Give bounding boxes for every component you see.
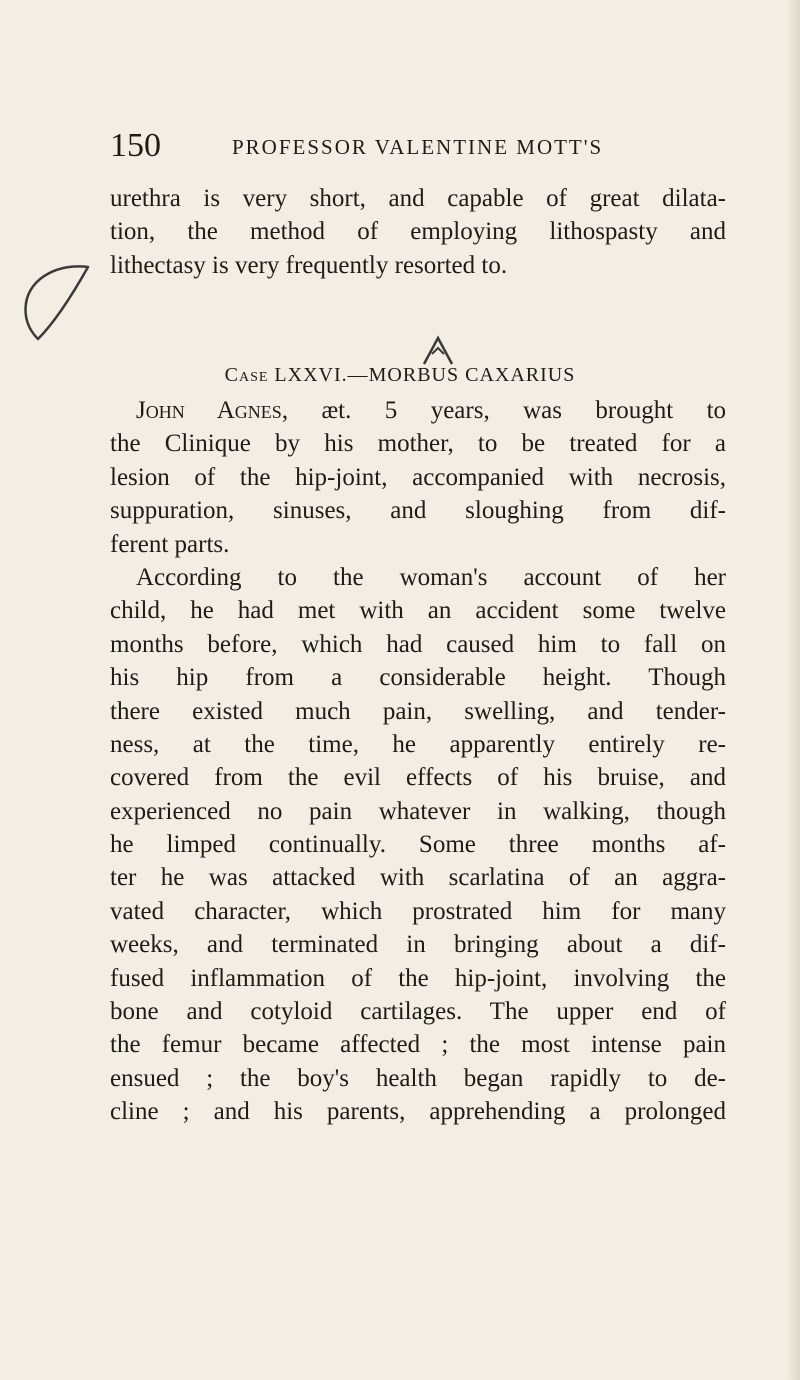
text-line: bone and cotyloid cartilages. The upper end of [110, 998, 726, 1026]
text-line: urethra is very short, and capable of great dilata- [110, 185, 726, 212]
text-line: ferent parts. [110, 530, 230, 558]
text-line: ter he was attacked with scarlatina of an aggra- [110, 864, 726, 892]
text-line: tion, the method of employing lithospasty and [110, 218, 726, 246]
text-line: weeks, and terminated in bringing about a dif- [110, 931, 726, 959]
case-label: Case [224, 364, 269, 386]
text-line: vated character, which prostrated him for many [110, 897, 726, 925]
text-line: lithectasy is very frequently resorted to. [110, 251, 508, 279]
text-line: the Clinique by his mother, to be treated for a [110, 430, 726, 458]
text-line: his hip from a considerable height. Though [110, 664, 726, 692]
first-line-rest: æt. 5 years, was brought to [321, 397, 727, 424]
text-line: cline ; and his parents, apprehending a prolonged [110, 1098, 726, 1126]
text-line: According to the woman's account of her [136, 563, 726, 591]
text-line: lesion of the hip-joint, accompanied with necrosis, [110, 463, 726, 491]
case-heading: Case LXXVI.—MORBUS CAXARIUS [224, 364, 576, 386]
case-number: LXXVI. [274, 364, 348, 386]
case-body [110, 394, 726, 1129]
text-line: suppuration, sinuses, and sloughing from dif- [110, 497, 726, 525]
running-head: PROFESSOR VALENTINE MOTT'S [232, 135, 604, 159]
intro-paragraph [110, 182, 726, 282]
text-line: the femur became affected ; the most intense pain [110, 1031, 726, 1059]
text-line: ness, at the time, he apparently entirely re- [110, 730, 726, 758]
text-line: covered from the evil effects of his bruise, and [110, 764, 726, 792]
page-header [110, 126, 670, 166]
text-line: experienced no pain whatever in walking, though [110, 797, 726, 825]
text-line: months before, which had caused him to fall on [110, 630, 726, 658]
text-line [110, 394, 726, 427]
text-line: ensued ; the boy's health began rapidly to de- [110, 1064, 726, 1092]
pencil-annotation-mark [0, 255, 110, 375]
text-line: there existed much pain, swelling, and tender- [110, 697, 726, 725]
text-line: child, he had met with an accident some twelve [110, 597, 726, 625]
page-number: 150 [110, 127, 161, 164]
patient-name: John Agnes, [136, 397, 289, 424]
text-line: he limped continually. Some three months af- [110, 831, 726, 859]
case-title: MORBUS CAXARIUS [368, 364, 576, 386]
page-edge-shadow [786, 0, 800, 1380]
text-line: fused inflammation of the hip-joint, involving the [110, 964, 726, 992]
